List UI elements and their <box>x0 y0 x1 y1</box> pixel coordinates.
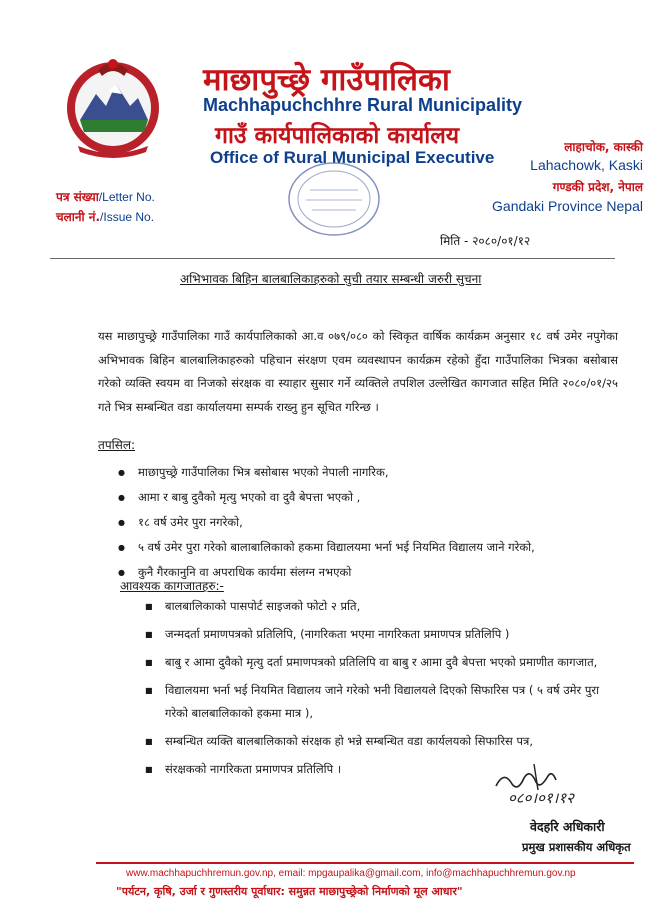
letter-number-label <box>56 188 155 205</box>
letter-number-label-english: /Letter No. <box>98 190 155 204</box>
list-item: ● माछापुच्छ्रे गाउँपालिका भित्र बसोबास भएको नेपाली नागरिक, <box>118 460 628 485</box>
list-item: ■ बाबु र आमा दुवैको मृत्यु दर्ता प्रमाणपत्रको प्रतिलिपि वा बाबु र आमा दुवै बेपत्ता भएको प्रमाणीत कागजात, <box>145 651 620 674</box>
footer-motto: "पर्यटन, कृषि, उर्जा र गुणस्तरीय पूर्वाधार: समुन्नत माछापुच्छ्रेको निर्माणको मूल आधार" <box>116 885 463 898</box>
address-line-nepali: लाहाचोक, कास्की <box>564 140 643 154</box>
list-item: ■ सम्बन्धित व्यक्ति बालबालिकाको संरक्षक हो भन्ने सम्बन्धित वडा कार्यलयको सिफारिस पत्र, <box>145 730 620 753</box>
municipality-title-english: Machhapuchchhre Rural Municipality <box>203 95 523 115</box>
nepal-emblem-icon <box>58 50 168 160</box>
signatory-name: वेदहरि अधिकारी <box>530 819 605 834</box>
list-item: ■ जन्मदर्ता प्रमाणपत्रको प्रतिलिपि, (नागरिकता भएमा नागरिकता प्रमाणपत्र प्रतिलिपि ) <box>145 623 620 646</box>
list-item: ● १८ वर्ष उमेर पुरा नगरेको, <box>118 510 628 535</box>
notice-body: यस माछापुच्छ्रे गाउँपालिका गाउँ कार्यपालिकाको आ.व ०७९/०८० को स्विकृत वार्षिक कार्यक्रम अनुसार १८ वर्ष उमेर नपुगेका अभिभावक बिहिन बालबालिकाहरुको पहिचान संरक्षण एवम व्यवस्थापन कार्यक्रम रहेको हुँदा गाउँपालिका भित्रका बसोबास गरेको व्यक्ति स्वयम वा निजको संरक्षक वा स्याहार सुसार गर्ने व्यक्तिले तपशिल उल्लेखित कागजात सहित मिति २०८०/०१/२५ गते भित्र सम्बन्धित वडा कार्यालयमा सम्पर्क राख्नु हुन सूचित गरिन्छ । <box>98 329 618 414</box>
header-divider <box>50 258 615 259</box>
list-item: ● कुनै गैरकानुनि वा अपराधिक कार्यमा संलग्न नभएको <box>118 560 628 585</box>
address-line-english: Lahachowk, Kaski <box>530 157 643 173</box>
letter-date: मिति - २०८०/०१/१२ <box>440 234 531 248</box>
office-seal-icon <box>286 160 382 238</box>
province-line-english: Gandaki Province Nepal <box>492 198 643 214</box>
signatory-title: प्रमुख प्रशासकीय अधिकृत <box>522 840 631 854</box>
list-item: ■ विद्यालयमा भर्ना भई नियमित विद्यालय जाने गरेको भनी विद्यालयले दिएको सिफारिस पत्र ( ५ वर्ष उमेर पुरा गरेको बालबालिकाको हकमा मात्र ), <box>145 679 620 725</box>
documents-list <box>145 595 620 786</box>
issue-number-label-english: /Issue No. <box>100 210 155 224</box>
office-title-nepali: गाउँ कार्यपालिकाको कार्यालय <box>215 123 460 149</box>
notice-subject: अभिभावक बिहिन बालबालिकाहरुको सुची तयार सम्बन्धी जरुरी सुचना <box>180 272 482 286</box>
office-title-english: Office of Rural Municipal Executive <box>210 148 495 167</box>
list-item: ■ बालबालिकाको पासपोर्ट साइजको फोटो २ प्रति, <box>145 595 620 618</box>
list-item: ● ५ वर्ष उमेर पुरा गरेको बालाबालिकाको हकमा विद्यालयमा भर्ना भई नियमित विद्यालय जाने गरेको, <box>118 535 628 560</box>
issue-number-label <box>56 208 154 225</box>
letter-number-label-nepali: पत्र संख्या <box>56 190 99 204</box>
footer-contact: www.machhapuchhremun.gov.np, email: mpgaupalika@gmail.com, info@machhapuchhremun.gov.np <box>126 868 576 879</box>
issue-number-label-nepali: चलानी नं. <box>56 210 101 224</box>
documents-heading: आवश्यक कागजातहरु:- <box>120 579 224 593</box>
province-line-nepali: गण्डकी प्रदेश, नेपाल <box>552 180 643 194</box>
list-item: ● आमा र बाबु दुवैको मृत्यु भएको वा दुवै बेपत्ता भएको , <box>118 485 628 510</box>
municipality-title-nepali: माछापुच्छ्रे गाउँपालिका <box>203 62 450 98</box>
list-item: ■ संरक्षकको नागरिकता प्रमाणपत्र प्रतिलिपि । <box>145 758 620 781</box>
footer-divider <box>96 862 634 864</box>
criteria-list <box>118 460 628 585</box>
criteria-heading: तपसिल: <box>98 438 136 452</box>
signature-date: ०८०।०१।१२ <box>508 789 574 807</box>
